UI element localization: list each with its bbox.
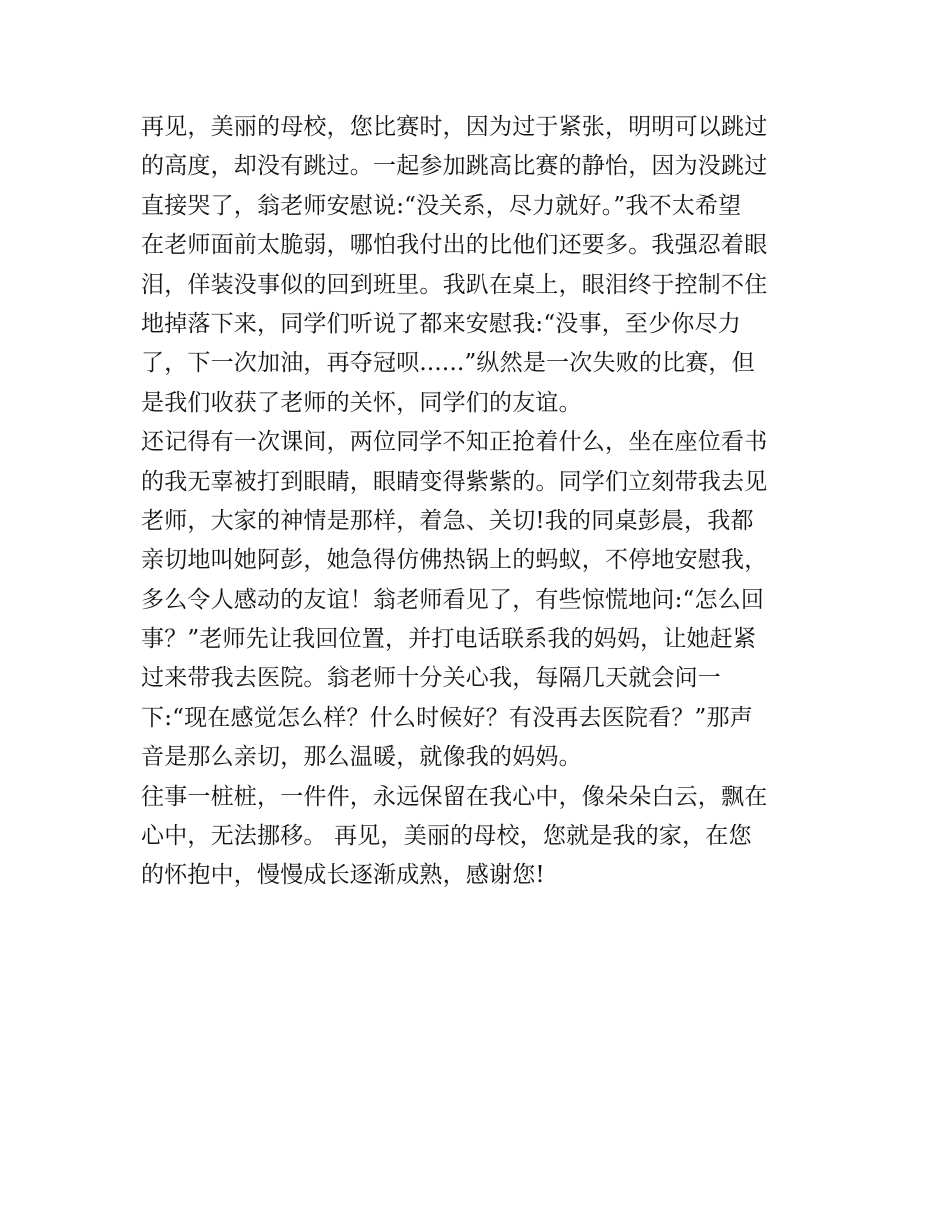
text-line: 老师，大家的神情是那样，着急、关切!我的同桌彭晨，我都 — [141, 507, 754, 534]
text-line: 在老师面前太脆弱，哪怕我付出的比他们还要多。我强忍着眼 — [141, 232, 768, 259]
text-line: 过来带我去医院。翁老师十分关心我，每隔几天就会问一 — [141, 665, 721, 692]
paragraph-1 — [141, 108, 821, 423]
text-line: 还记得有一次课间，两位同学不知正抢着什么，坐在座位看书 — [141, 429, 768, 456]
text-line: 地掉落下来，同学们听说了都来安慰我:“没事，至少你尽力 — [141, 310, 741, 337]
text-line: 亲切地叫她阿彭，她急得仿佛热锅上的蚂蚁，不停地安慰我， — [141, 547, 768, 574]
text-line: 往事一桩桩，一件件，永远保留在我心中，像朵朵白云，飘在 — [141, 783, 768, 810]
text-line: 直接哭了，翁老师安慰说:“没关系，尽力就好。”我不太希望 — [141, 192, 742, 219]
text-line: 的高度，却没有跳过。一起参加跳高比赛的静怡，因为没跳过 — [141, 153, 768, 180]
paragraph-3 — [141, 778, 821, 896]
text-line: 音是那么亲切，那么温暖，就像我的妈妈。 — [141, 744, 582, 771]
text-line: 事？”老师先让我回位置，并打电话联系我的妈妈，让她赶紧 — [141, 626, 757, 653]
text-line: 心中，无法挪移。 再见，美丽的母校，您就是我的家，在您 — [141, 823, 752, 850]
text-line: 了，下一次加油，再夺冠呗......”纵然是一次失败的比赛，但 — [141, 350, 755, 377]
paragraph-2 — [141, 423, 821, 778]
text-line: 的怀抱中，慢慢成长逐渐成熟，感谢您! — [141, 862, 545, 889]
text-line: 下:“现在感觉怎么样？什么时候好？有没再去医院看？”那声 — [141, 704, 753, 731]
essay-body — [141, 108, 821, 896]
text-line: 泪，佯装没事似的回到班里。我趴在桌上，眼泪终于控制不住 — [141, 271, 768, 298]
text-line: 再见，美丽的母校，您比赛时，因为过于紧张，明明可以跳过 — [141, 114, 768, 140]
text-line: 多么令人感动的友谊！翁老师看见了，有些惊慌地问:“怎么回 — [141, 586, 765, 613]
text-line: 是我们收获了老师的关怀，同学们的友谊。 — [141, 389, 582, 416]
text-line: 的我无辜被打到眼睛，眼睛变得紫紫的。同学们立刻带我去见 — [141, 468, 768, 495]
